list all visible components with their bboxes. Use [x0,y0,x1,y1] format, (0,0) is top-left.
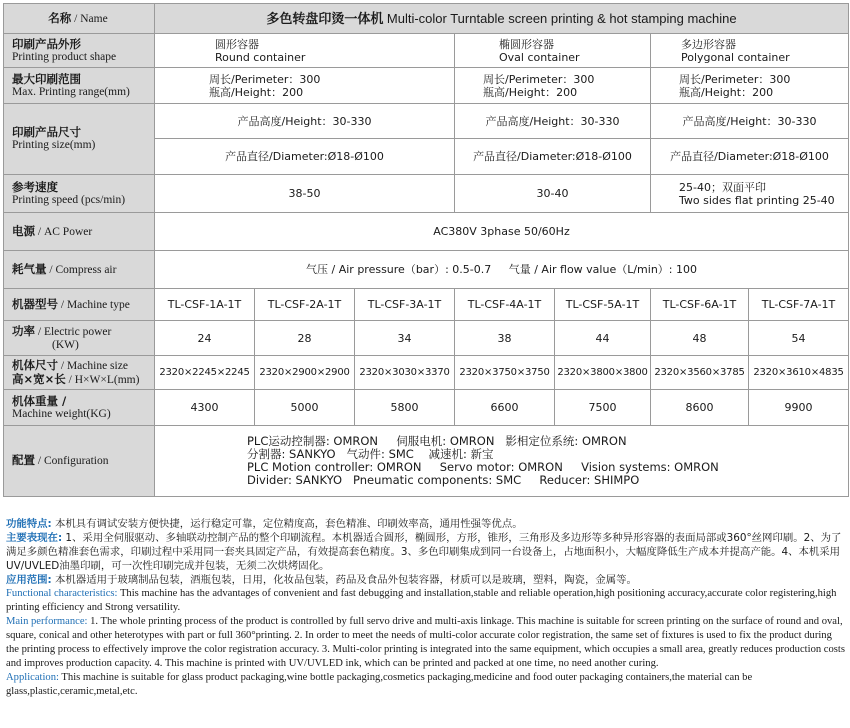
shape-row [4,34,849,68]
ac-power-label: 电源 / AC Power [4,213,155,251]
machine-size-cell: 2320×2245×2245 [155,356,255,390]
feature-note: 功能特点: 本机具有调试安装方便快捷，运行稳定可靠，定位精度高，套色精准、印刷效率高，通用性强等优点。 [6,518,523,530]
model-row [4,289,849,321]
power-cell: 38 [455,321,555,356]
title-row [4,4,849,34]
size-diameter-oval: 产品直径/Diameter:Ø18-Ø100 [455,139,651,175]
range-label: 最大印刷范围 Max. Printing range(mm) [4,68,155,104]
size-height-polygon: 产品高度/Height：30-330 [651,104,849,139]
weight-cell: 7500 [555,390,651,426]
model-label: 机器型号 / Machine type [4,289,155,321]
application-en-note: Application: This machine is suitable for glass product packaging,wine bottle packaging,cosmetics packaging,medicine and food outer packaging containers,the material can be glass,plastic,ceramic,metal,etc. [6,672,753,697]
speed-round: 38-50 [155,175,455,213]
notes-section [6,517,846,699]
spec-table [3,3,849,497]
power-cell: 44 [555,321,651,356]
size-label: 印刷产品尺寸 Printing size(mm) [4,104,155,175]
range-round: 周长/Perimeter：300 瓶高/Height：200 [155,68,455,104]
application-note: 应用范围: 本机器适用于玻璃制品包装，酒瓶包装，日用，化妆品包装，药品及食品外包装容器，材质可以是玻璃，塑料，陶瓷，金属等。 [6,574,637,586]
size-diameter-polygon: 产品直径/Diameter:Ø18-Ø100 [651,139,849,175]
speed-label: 参考速度 Printing speed (pcs/min) [4,175,155,213]
model-cell: TL-CSF-1A-1T [155,289,255,321]
functional-en-note: Functional characteristics: This machine has the advantages of convenient and fast debugging and installation,stable and reliable operation,high positioning accuracy,accurate color registering,high printing efficiency and Strong versatility. [6,588,837,613]
speed-polygon: 25-40；双面平印 Two sides flat printing 25-40 [651,175,849,213]
power-cell: 24 [155,321,255,356]
air-row [4,251,849,289]
model-cell: TL-CSF-7A-1T [749,289,849,321]
range-polygon: 周长/Perimeter：300 瓶高/Height：200 [651,68,849,104]
performance-note: 主要表现在: 1、采用全伺服驱动、多轴联动控制产品的整个印刷流程。本机器适合圆形，椭圆形，方形，锥形，三角形及多边形等多种异形容器的表面局部或360°丝网印刷。2、为了满足多颜色精准套色需求，印刷过程中采用同一套夹具固定产品，有效提高套色精度。3、多色印刷集成到同一台设备上，占地面积小，大幅度降低生产成本并提高产能。4、本机采用UV/UVLED油墨印刷，可一次性印刷完成并包装，无须二次烘烤固化。 [6,532,842,572]
model-cell: TL-CSF-6A-1T [651,289,749,321]
weight-cell: 6600 [455,390,555,426]
machine-size-cell: 2320×2900×2900 [255,356,355,390]
model-cell: TL-CSF-4A-1T [455,289,555,321]
size-dims-row [4,356,849,390]
ac-power-row [4,213,849,251]
power-cell: 34 [355,321,455,356]
model-cell: TL-CSF-5A-1T [555,289,651,321]
machine-size-cell: 2320×3610×4835 [749,356,849,390]
size-diameter-round: 产品直径/Diameter:Ø18-Ø100 [155,139,455,175]
model-cell: TL-CSF-2A-1T [255,289,355,321]
machine-size-cell: 2320×3030×3370 [355,356,455,390]
power-cell: 28 [255,321,355,356]
range-oval: 周长/Perimeter：300 瓶高/Height：200 [455,68,651,104]
power-cell: 54 [749,321,849,356]
weight-cell: 5000 [255,390,355,426]
machine-size-cell: 2320×3800×3800 [555,356,651,390]
speed-row [4,175,849,213]
performance-en-note: Main performance: 1. The whole printing process of the product is controlled by full servo drive and multi-axis linkage. This machine is suitable for screen printing on the surface of round and oval, square, conical and other heterotypes with part or full 360°printing. 2. In order to meet the needs of multi-color accurate color registration, the same set of fixtures is used to fix the product during the printing process to effectively improve the color registration accuracy. 3. Multi-color printing is integrated into the same equipment, which occupies a small area, greatly reduces production costs and improves production capacity. 4. This machine is printed with UV/UVLED ink, which can be printed and packed at one time, no need another curing. [6,616,845,669]
machine-size-cell: 2320×3560×3785 [651,356,749,390]
size-height-row [4,104,849,139]
size-height-oval: 产品高度/Height：30-330 [455,104,651,139]
weight-cell: 5800 [355,390,455,426]
speed-oval: 30-40 [455,175,651,213]
range-row [4,68,849,104]
weight-row [4,390,849,426]
shape-oval: 椭圆形容器 Oval container [455,34,651,68]
weight-cell: 9900 [749,390,849,426]
config-value: PLC运动控制器: OMRON 伺服电机: OMRON 影相定位系统: OMRON 分割器: SANKYO 气动件: SMC 减速机: 新宝 PLC Motion controller: OMRON Servo motor: OMRON Vision systems: OMRON Divider: SANKYO Pneumatic components: SMC Reducer: SHIMPO [155,426,849,497]
size-height-round: 产品高度/Height：30-330 [155,104,455,139]
power-row [4,321,849,356]
air-value: 气压 / Air pressure（bar）: 0.5-0.7 气量 / Air flow value（L/min）: 100 [155,251,849,289]
machine-size-label: 机体尺寸 / Machine size 高×宽×长 / H×W×L(mm) [4,356,155,390]
weight-cell: 8600 [651,390,749,426]
shape-round: 圆形容器 Round container [155,34,455,68]
weight-label: 机体重量 / Machine weight(KG) [4,390,155,426]
config-label: 配置 / Configuration [4,426,155,497]
shape-label: 印刷产品外形 Printing product shape [4,34,155,68]
ac-power-value: AC380V 3phase 50/60Hz [155,213,849,251]
name-label: 名称 / Name [4,4,155,34]
power-cell: 48 [651,321,749,356]
shape-polygon: 多边形容器 Polygonal container [651,34,849,68]
machine-title: 多色转盘印烫一体机 Multi-color Turntable screen printing & hot stamping machine [155,4,849,34]
air-label: 耗气量 / Compress air [4,251,155,289]
weight-cell: 4300 [155,390,255,426]
config-row [4,426,849,497]
model-cell: TL-CSF-3A-1T [355,289,455,321]
power-label: 功率 / Electric power (KW) [4,321,155,356]
machine-size-cell: 2320×3750×3750 [455,356,555,390]
